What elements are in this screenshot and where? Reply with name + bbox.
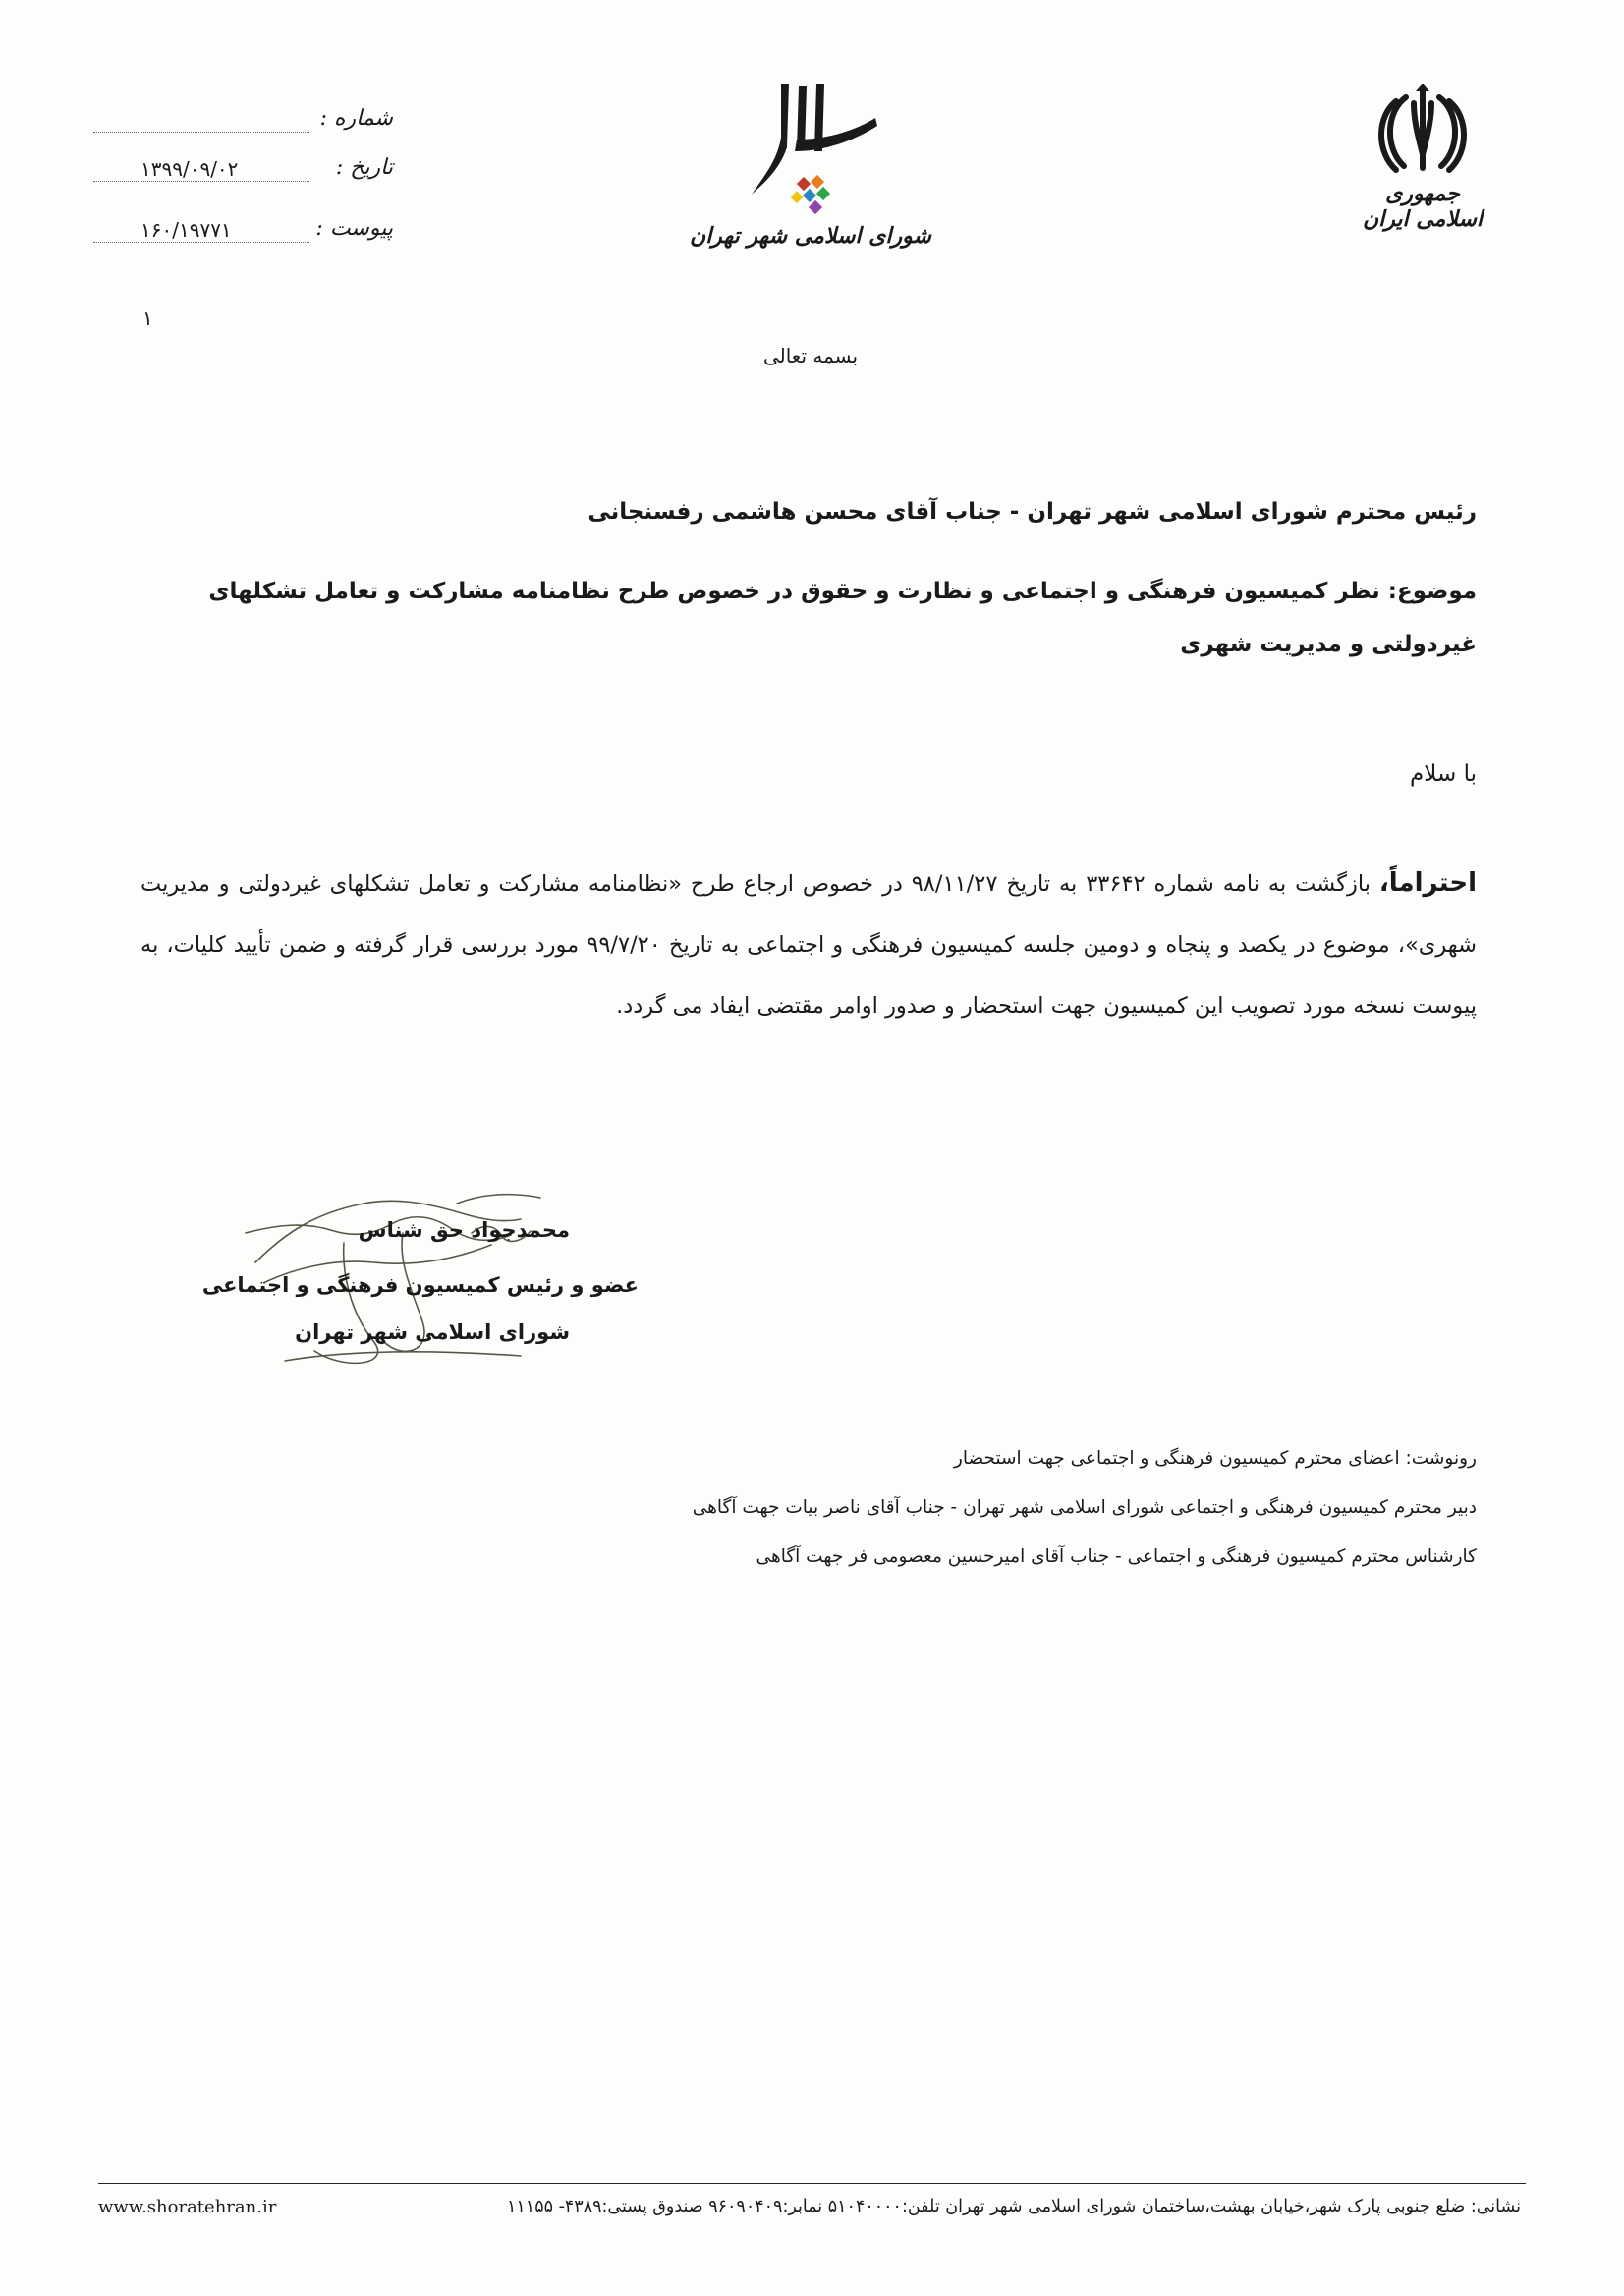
greeting: با سلام	[1410, 761, 1477, 787]
meta-number	[93, 106, 393, 141]
cc-item: دبیر محترم کمیسیون فرهنگی و اجتماعی شورای اسلامی شهر تهران - جناب آقای ناصر بیات جهت آگاهی	[692, 1497, 1477, 1518]
council-logo	[653, 79, 968, 249]
basmala: بسمه تعالی	[762, 344, 859, 367]
council-logo-icon	[742, 79, 879, 221]
footer-address: نشانی: ضلع جنوبی پارک شهر،خیابان بهشت،ساختمان شورای اسلامی شهر تهران تلفن:۵۱۰۴۰۰۰۰ نمابر:۹۶۰۹۰۴۰۹ صندوق پستی:۴۳۸۹- ۱۱۱۵۵	[507, 2197, 1521, 2216]
attachment-line	[93, 242, 309, 243]
council-caption: شورای اسلامی شهر تهران	[690, 223, 931, 249]
signer-org: شورای اسلامی شهر تهران	[295, 1320, 570, 1344]
date-value: ۱۳۹۹/۰۹/۰۲	[140, 157, 239, 181]
iran-emblem	[1349, 84, 1496, 232]
cc-list	[494, 1434, 1477, 1582]
date-line	[93, 181, 309, 182]
body-lead: احتراماً،	[1378, 868, 1477, 898]
addressee: رئیس محترم شورای اسلامی شهر تهران - جناب آقای محسن هاشمی رفسنجانی	[588, 499, 1477, 525]
subject: موضوع: نظر کمیسیون فرهنگی و اجتماعی و نظارت و حقوق در خصوص طرح نظامنامه مشارکت و تعامل تشکلهای غیردولتی و مدیریت شهری	[208, 579, 1477, 657]
signer-title: عضو و رئیس کمیسیون فرهنگی و اجتماعی	[201, 1273, 639, 1297]
body-paragraph	[140, 853, 1477, 1036]
meta-date	[93, 155, 393, 191]
body-text: بازگشت به نامه شماره ۳۳۶۴۲ به تاریخ ۹۸/۱۱/۲۷ در خصوص ارجاع طرح «نظامنامه مشارکت و تعامل تشکلهای غیردولتی و مدیریت شهری»، موضوع در یکصد و پنجاه و دومین جلسه کمیسیون فرهنگی و اجتماعی به تاریخ ۹۹/۷/۲۰ مورد بررسی قرار گرفته و ضمن تأیید کلیات، به پیوست نسخه مورد تصویب این کمیسیون جهت استحضار و صدور اوامر مقتضی ایفاد می گردد.	[140, 871, 1477, 1019]
attachment-value: ۱۶۰/۱۹۷۷۱	[140, 218, 232, 242]
number-label: شماره :	[319, 106, 393, 131]
footer-divider	[98, 2183, 1526, 2184]
meta-attachment	[93, 216, 393, 252]
emblem-caption: جمهوری اسلامی ایران	[1362, 181, 1484, 232]
number-line	[93, 132, 309, 133]
cc-item: رونوشت: اعضای محترم کمیسیون فرهنگی و اجتماعی جهت استحضار	[953, 1448, 1477, 1469]
signer-name: محمدجواد حق شناس	[358, 1218, 570, 1242]
page-number: ۱	[142, 307, 153, 330]
attachment-label: پیوست :	[315, 216, 393, 241]
date-label: تاریخ :	[335, 155, 393, 180]
iran-emblem-icon	[1369, 84, 1477, 177]
cc-item: کارشناس محترم کمیسیون فرهنگی و اجتماعی - جناب آقای امیرحسین معصومی فر جهت آگاهی	[756, 1546, 1477, 1567]
footer-website[interactable]: www.shoratehran.ir	[98, 2197, 277, 2217]
